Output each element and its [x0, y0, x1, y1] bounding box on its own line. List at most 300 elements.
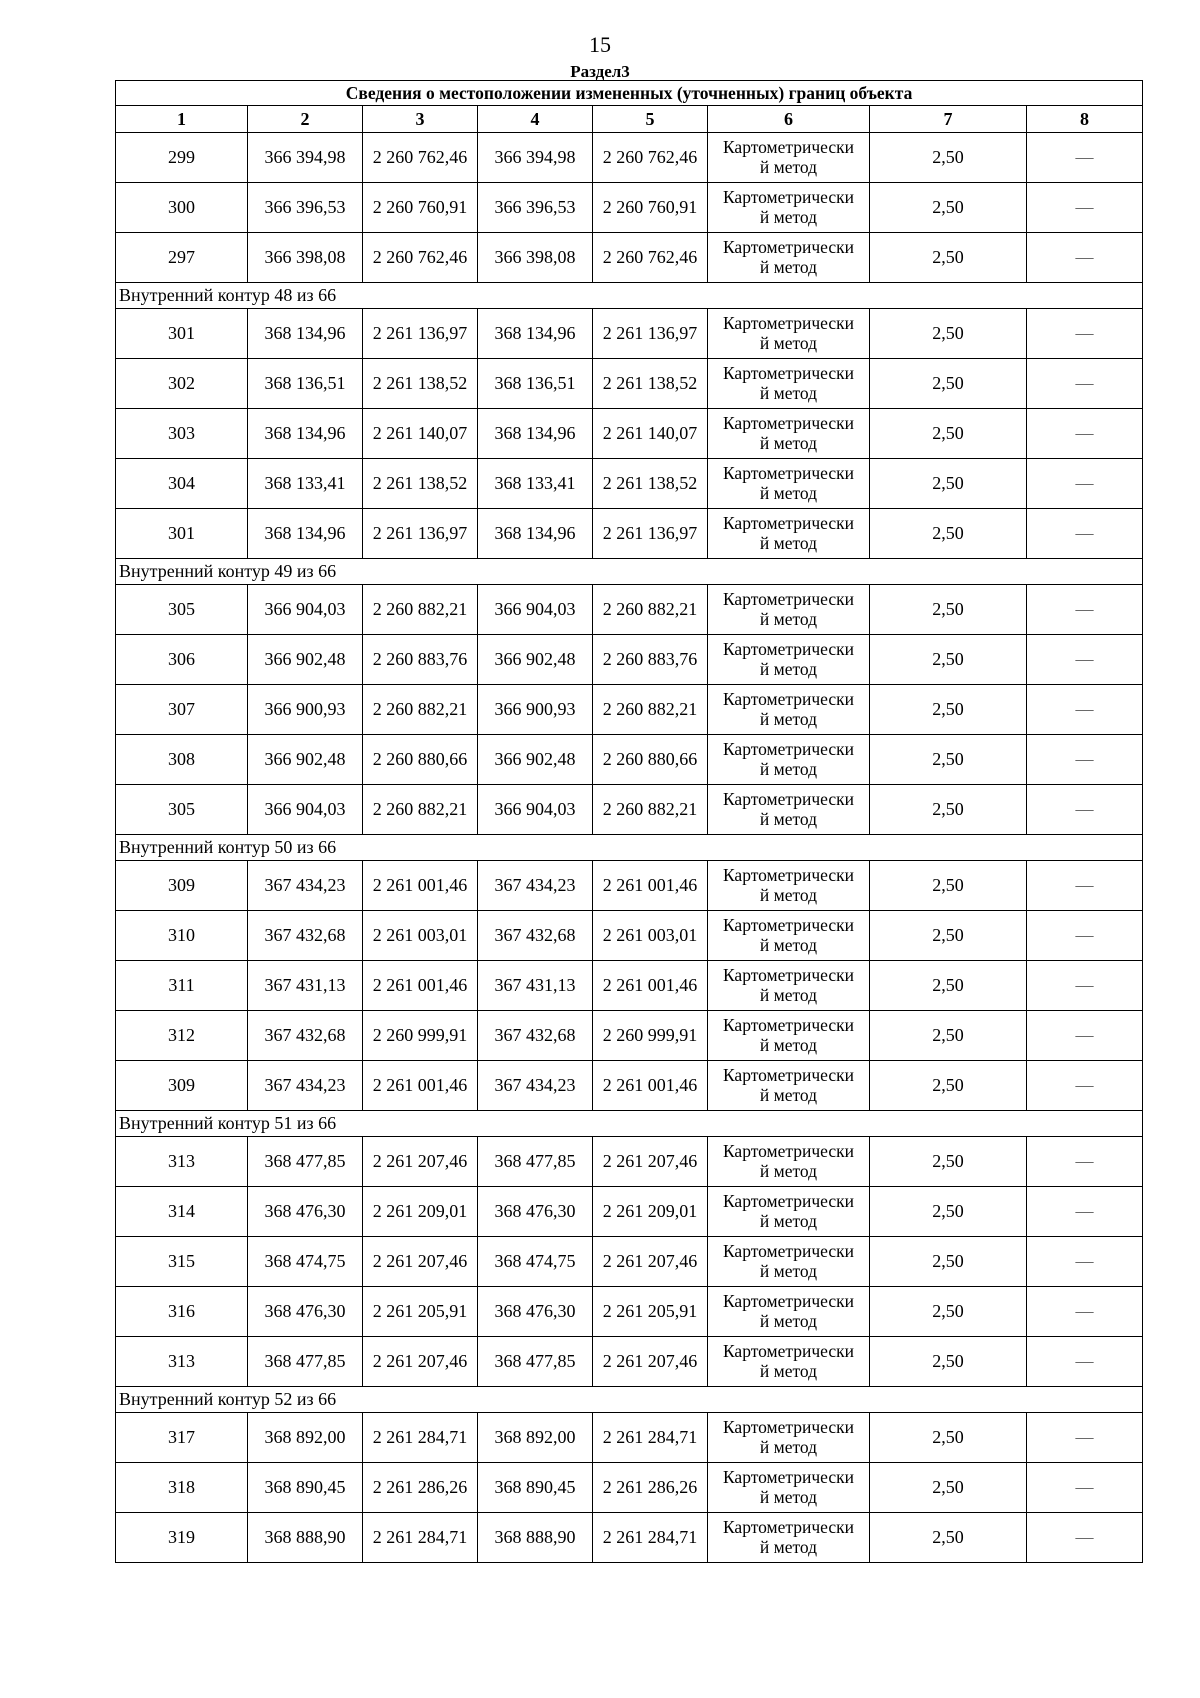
table-row [116, 1011, 1143, 1061]
accuracy: 2,50 [870, 509, 1027, 559]
new-x: 367 434,23 [478, 861, 593, 911]
old-y: 2 261 136,97 [363, 509, 478, 559]
accuracy: 2,50 [870, 1237, 1027, 1287]
method-line: й метод [759, 1536, 818, 1557]
point-number: 305 [116, 585, 248, 635]
point-number: 301 [116, 309, 248, 359]
method-line: Картометрически [722, 136, 855, 157]
new-x: 366 902,48 [478, 635, 593, 685]
method [708, 961, 870, 1011]
method-line: й метод [759, 1310, 818, 1331]
accuracy: 2,50 [870, 911, 1027, 961]
method-line: й метод [759, 1260, 818, 1281]
method-line: й метод [759, 206, 818, 227]
point-number: 309 [116, 1061, 248, 1111]
new-y: 2 260 999,91 [593, 1011, 708, 1061]
method-line: й метод [759, 1360, 818, 1381]
table-row [116, 1061, 1143, 1111]
new-x: 368 476,30 [478, 1187, 593, 1237]
new-y: 2 260 882,21 [593, 585, 708, 635]
accuracy: 2,50 [870, 1463, 1027, 1513]
description: — [1027, 861, 1143, 911]
point-number: 307 [116, 685, 248, 735]
column-number: 4 [478, 106, 593, 133]
description: — [1027, 309, 1143, 359]
new-y: 2 261 138,52 [593, 459, 708, 509]
point-number: 297 [116, 233, 248, 283]
column-number: 3 [363, 106, 478, 133]
table-row [116, 685, 1143, 735]
boundary-table [115, 80, 1143, 1563]
contour-label: Внутренний контур 49 из 66 [116, 559, 1143, 585]
old-x: 367 431,13 [248, 961, 363, 1011]
accuracy: 2,50 [870, 1011, 1027, 1061]
new-y: 2 261 140,07 [593, 409, 708, 459]
old-x: 368 476,30 [248, 1187, 363, 1237]
accuracy: 2,50 [870, 233, 1027, 283]
method-line: й метод [759, 758, 818, 779]
new-y: 2 261 003,01 [593, 911, 708, 961]
method [708, 585, 870, 635]
method [708, 1137, 870, 1187]
accuracy: 2,50 [870, 133, 1027, 183]
old-x: 368 892,00 [248, 1413, 363, 1463]
point-number: 313 [116, 1337, 248, 1387]
new-x: 368 892,00 [478, 1413, 593, 1463]
description: — [1027, 183, 1143, 233]
new-x: 368 134,96 [478, 509, 593, 559]
new-x: 368 888,90 [478, 1513, 593, 1563]
table-row [116, 861, 1143, 911]
old-y: 2 261 209,01 [363, 1187, 478, 1237]
old-x: 366 396,53 [248, 183, 363, 233]
table-row [116, 911, 1143, 961]
method [708, 735, 870, 785]
point-number: 314 [116, 1187, 248, 1237]
old-x: 366 398,08 [248, 233, 363, 283]
accuracy: 2,50 [870, 409, 1027, 459]
old-x: 368 477,85 [248, 1137, 363, 1187]
table-caption-row [116, 81, 1143, 106]
table-row [116, 961, 1143, 1011]
method-line: Картометрически [722, 964, 855, 985]
method-line: й метод [759, 532, 818, 553]
new-y: 2 260 882,21 [593, 685, 708, 735]
description: — [1027, 1187, 1143, 1237]
point-number: 309 [116, 861, 248, 911]
accuracy: 2,50 [870, 1513, 1027, 1563]
method [708, 133, 870, 183]
method [708, 1413, 870, 1463]
column-number: 5 [593, 106, 708, 133]
new-x: 368 476,30 [478, 1287, 593, 1337]
point-number: 317 [116, 1413, 248, 1463]
accuracy: 2,50 [870, 1187, 1027, 1237]
old-y: 2 261 286,26 [363, 1463, 478, 1513]
description: — [1027, 1011, 1143, 1061]
new-y: 2 261 209,01 [593, 1187, 708, 1237]
method-line: Картометрически [722, 688, 855, 709]
table-row [116, 785, 1143, 835]
new-x: 367 434,23 [478, 1061, 593, 1111]
new-y: 2 260 762,46 [593, 133, 708, 183]
description: — [1027, 1237, 1143, 1287]
new-y: 2 261 207,46 [593, 1137, 708, 1187]
column-number: 2 [248, 106, 363, 133]
point-number: 299 [116, 133, 248, 183]
method [708, 1061, 870, 1111]
old-x: 368 136,51 [248, 359, 363, 409]
point-number: 312 [116, 1011, 248, 1061]
new-x: 368 136,51 [478, 359, 593, 409]
description: — [1027, 1337, 1143, 1387]
contour-label: Внутренний контур 52 из 66 [116, 1387, 1143, 1413]
method-line: Картометрически [722, 1240, 855, 1261]
method-line: й метод [759, 1210, 818, 1231]
new-x: 367 432,68 [478, 911, 593, 961]
method [708, 459, 870, 509]
old-y: 2 260 882,21 [363, 685, 478, 735]
point-number: 302 [116, 359, 248, 409]
column-number-row [116, 106, 1143, 133]
method-line: й метод [759, 1084, 818, 1105]
accuracy: 2,50 [870, 861, 1027, 911]
table-row [116, 1137, 1143, 1187]
accuracy: 2,50 [870, 635, 1027, 685]
old-x: 367 434,23 [248, 1061, 363, 1111]
old-y: 2 260 762,46 [363, 233, 478, 283]
accuracy: 2,50 [870, 961, 1027, 1011]
contour-label: Внутренний контур 50 из 66 [116, 835, 1143, 861]
point-number: 300 [116, 183, 248, 233]
method-line: й метод [759, 156, 818, 177]
page-number: 15 [589, 32, 611, 57]
point-number: 303 [116, 409, 248, 459]
old-x: 367 432,68 [248, 1011, 363, 1061]
method-line: й метод [759, 1160, 818, 1181]
old-x: 366 900,93 [248, 685, 363, 735]
method-line: Картометрически [722, 1290, 855, 1311]
point-number: 304 [116, 459, 248, 509]
method [708, 1011, 870, 1061]
method-line: Картометрически [722, 738, 855, 759]
method-line: Картометрически [722, 1140, 855, 1161]
new-y: 2 261 284,71 [593, 1413, 708, 1463]
description: — [1027, 133, 1143, 183]
table-row [116, 459, 1143, 509]
new-y: 2 261 001,46 [593, 861, 708, 911]
point-number: 306 [116, 635, 248, 685]
method-line: Картометрически [722, 1064, 855, 1085]
new-x: 366 900,93 [478, 685, 593, 735]
method-line: й метод [759, 1486, 818, 1507]
method [708, 509, 870, 559]
method-line: Картометрически [722, 788, 855, 809]
table-row [116, 1513, 1143, 1563]
new-y: 2 261 136,97 [593, 309, 708, 359]
table-caption: Сведения о местоположении измененных (уточненных) границ объекта [116, 81, 1143, 106]
old-y: 2 260 882,21 [363, 785, 478, 835]
point-number: 305 [116, 785, 248, 835]
point-number: 315 [116, 1237, 248, 1287]
contour-header-row [116, 1111, 1143, 1137]
table-row [116, 309, 1143, 359]
new-x: 368 133,41 [478, 459, 593, 509]
method-line: й метод [759, 332, 818, 353]
new-x: 368 134,96 [478, 409, 593, 459]
description: — [1027, 359, 1143, 409]
new-x: 366 396,53 [478, 183, 593, 233]
method-line: й метод [759, 382, 818, 403]
new-y: 2 260 883,76 [593, 635, 708, 685]
new-y: 2 261 286,26 [593, 1463, 708, 1513]
point-number: 313 [116, 1137, 248, 1187]
old-x: 366 904,03 [248, 785, 363, 835]
description: — [1027, 585, 1143, 635]
method-line: Картометрически [722, 186, 855, 207]
description: — [1027, 685, 1143, 735]
old-y: 2 261 001,46 [363, 961, 478, 1011]
old-x: 368 134,96 [248, 509, 363, 559]
table-row [116, 585, 1143, 635]
method-line: Картометрически [722, 362, 855, 383]
table-row [116, 735, 1143, 785]
accuracy: 2,50 [870, 459, 1027, 509]
old-x: 368 474,75 [248, 1237, 363, 1287]
method [708, 1513, 870, 1563]
method [708, 1237, 870, 1287]
accuracy: 2,50 [870, 1413, 1027, 1463]
old-y: 2 260 880,66 [363, 735, 478, 785]
method-line: Картометрически [722, 462, 855, 483]
old-y: 2 261 136,97 [363, 309, 478, 359]
method [708, 409, 870, 459]
new-y: 2 261 284,71 [593, 1513, 708, 1563]
method-line: Картометрически [722, 312, 855, 333]
new-x: 366 902,48 [478, 735, 593, 785]
point-number: 311 [116, 961, 248, 1011]
method-line: Картометрически [722, 914, 855, 935]
method-line: Картометрически [722, 1416, 855, 1437]
old-y: 2 261 138,52 [363, 459, 478, 509]
column-number: 6 [708, 106, 870, 133]
old-x: 368 888,90 [248, 1513, 363, 1563]
accuracy: 2,50 [870, 1337, 1027, 1387]
accuracy: 2,50 [870, 685, 1027, 735]
new-y: 2 261 205,91 [593, 1287, 708, 1337]
description: — [1027, 961, 1143, 1011]
new-x: 366 904,03 [478, 585, 593, 635]
accuracy: 2,50 [870, 785, 1027, 835]
description: — [1027, 1463, 1143, 1513]
new-y: 2 261 001,46 [593, 961, 708, 1011]
point-number: 308 [116, 735, 248, 785]
contour-header-row [116, 835, 1143, 861]
old-y: 2 261 003,01 [363, 911, 478, 961]
method [708, 685, 870, 735]
accuracy: 2,50 [870, 735, 1027, 785]
method-line: Картометрически [722, 588, 855, 609]
old-y: 2 261 207,46 [363, 1237, 478, 1287]
point-number: 316 [116, 1287, 248, 1337]
new-x: 368 890,45 [478, 1463, 593, 1513]
new-y: 2 260 760,91 [593, 183, 708, 233]
table-row [116, 359, 1143, 409]
table-row [116, 409, 1143, 459]
old-y: 2 261 284,71 [363, 1413, 478, 1463]
method-line: Картометрически [722, 864, 855, 885]
old-x: 367 432,68 [248, 911, 363, 961]
new-y: 2 261 001,46 [593, 1061, 708, 1111]
method [708, 785, 870, 835]
old-x: 366 902,48 [248, 735, 363, 785]
method-line: Картометрически [722, 1190, 855, 1211]
old-y: 2 260 883,76 [363, 635, 478, 685]
accuracy: 2,50 [870, 1287, 1027, 1337]
table-row [116, 1413, 1143, 1463]
table-row [116, 1187, 1143, 1237]
section-title: Раздел3 [570, 62, 630, 81]
new-y: 2 260 882,21 [593, 785, 708, 835]
description: — [1027, 911, 1143, 961]
method [708, 635, 870, 685]
description: — [1027, 635, 1143, 685]
method-line: Картометрически [722, 236, 855, 257]
new-x: 368 477,85 [478, 1137, 593, 1187]
description: — [1027, 509, 1143, 559]
new-y: 2 260 762,46 [593, 233, 708, 283]
method [708, 1287, 870, 1337]
method [708, 861, 870, 911]
old-y: 2 261 001,46 [363, 1061, 478, 1111]
old-x: 368 476,30 [248, 1287, 363, 1337]
method-line: Картометрически [722, 1466, 855, 1487]
method [708, 359, 870, 409]
old-x: 368 133,41 [248, 459, 363, 509]
description: — [1027, 233, 1143, 283]
new-x: 366 904,03 [478, 785, 593, 835]
contour-header-row [116, 559, 1143, 585]
old-y: 2 261 140,07 [363, 409, 478, 459]
contour-label: Внутренний контур 48 из 66 [116, 283, 1143, 309]
method-line: й метод [759, 658, 818, 679]
method-line: й метод [759, 708, 818, 729]
column-number: 7 [870, 106, 1027, 133]
method [708, 233, 870, 283]
table-row [116, 233, 1143, 283]
method-line: й метод [759, 256, 818, 277]
accuracy: 2,50 [870, 1061, 1027, 1111]
old-y: 2 260 882,21 [363, 585, 478, 635]
table-row [116, 1337, 1143, 1387]
old-x: 368 134,96 [248, 409, 363, 459]
new-x: 366 394,98 [478, 133, 593, 183]
contour-header-row [116, 283, 1143, 309]
table-row [116, 133, 1143, 183]
new-y: 2 261 207,46 [593, 1337, 708, 1387]
accuracy: 2,50 [870, 359, 1027, 409]
new-y: 2 261 207,46 [593, 1237, 708, 1287]
table-row [116, 509, 1143, 559]
method [708, 911, 870, 961]
old-y: 2 261 207,46 [363, 1337, 478, 1387]
old-x: 366 904,03 [248, 585, 363, 635]
new-x: 367 432,68 [478, 1011, 593, 1061]
method-line: й метод [759, 934, 818, 955]
contour-header-row [116, 1387, 1143, 1413]
new-y: 2 261 138,52 [593, 359, 708, 409]
method-line: й метод [759, 1436, 818, 1457]
old-y: 2 261 207,46 [363, 1137, 478, 1187]
method [708, 1337, 870, 1387]
description: — [1027, 1137, 1143, 1187]
method [708, 1187, 870, 1237]
point-number: 318 [116, 1463, 248, 1513]
old-y: 2 260 999,91 [363, 1011, 478, 1061]
new-x: 366 398,08 [478, 233, 593, 283]
method [708, 1463, 870, 1513]
description: — [1027, 1287, 1143, 1337]
method-line: й метод [759, 608, 818, 629]
method-line: й метод [759, 1034, 818, 1055]
old-x: 368 477,85 [248, 1337, 363, 1387]
accuracy: 2,50 [870, 309, 1027, 359]
old-x: 366 394,98 [248, 133, 363, 183]
method-line: Картометрически [722, 1516, 855, 1537]
new-y: 2 261 136,97 [593, 509, 708, 559]
accuracy: 2,50 [870, 585, 1027, 635]
contour-label: Внутренний контур 51 из 66 [116, 1111, 1143, 1137]
table-row [116, 183, 1143, 233]
method [708, 183, 870, 233]
method-line: й метод [759, 884, 818, 905]
old-y: 2 261 284,71 [363, 1513, 478, 1563]
table-row [116, 1287, 1143, 1337]
description: — [1027, 1061, 1143, 1111]
new-x: 368 134,96 [478, 309, 593, 359]
old-x: 368 890,45 [248, 1463, 363, 1513]
column-number: 8 [1027, 106, 1143, 133]
method-line: Картометрически [722, 1340, 855, 1361]
new-x: 368 474,75 [478, 1237, 593, 1287]
description: — [1027, 1413, 1143, 1463]
method-line: й метод [759, 984, 818, 1005]
method-line: й метод [759, 432, 818, 453]
old-y: 2 261 205,91 [363, 1287, 478, 1337]
old-x: 366 902,48 [248, 635, 363, 685]
old-y: 2 260 760,91 [363, 183, 478, 233]
new-x: 368 477,85 [478, 1337, 593, 1387]
accuracy: 2,50 [870, 1137, 1027, 1187]
old-y: 2 260 762,46 [363, 133, 478, 183]
point-number: 301 [116, 509, 248, 559]
new-y: 2 260 880,66 [593, 735, 708, 785]
old-x: 368 134,96 [248, 309, 363, 359]
description: — [1027, 459, 1143, 509]
new-x: 367 431,13 [478, 961, 593, 1011]
description: — [1027, 1513, 1143, 1563]
old-y: 2 261 001,46 [363, 861, 478, 911]
method-line: Картометрически [722, 638, 855, 659]
column-number: 1 [116, 106, 248, 133]
method [708, 309, 870, 359]
old-x: 367 434,23 [248, 861, 363, 911]
method-line: Картометрически [722, 412, 855, 433]
point-number: 310 [116, 911, 248, 961]
point-number: 319 [116, 1513, 248, 1563]
table-row [116, 1463, 1143, 1513]
accuracy: 2,50 [870, 183, 1027, 233]
